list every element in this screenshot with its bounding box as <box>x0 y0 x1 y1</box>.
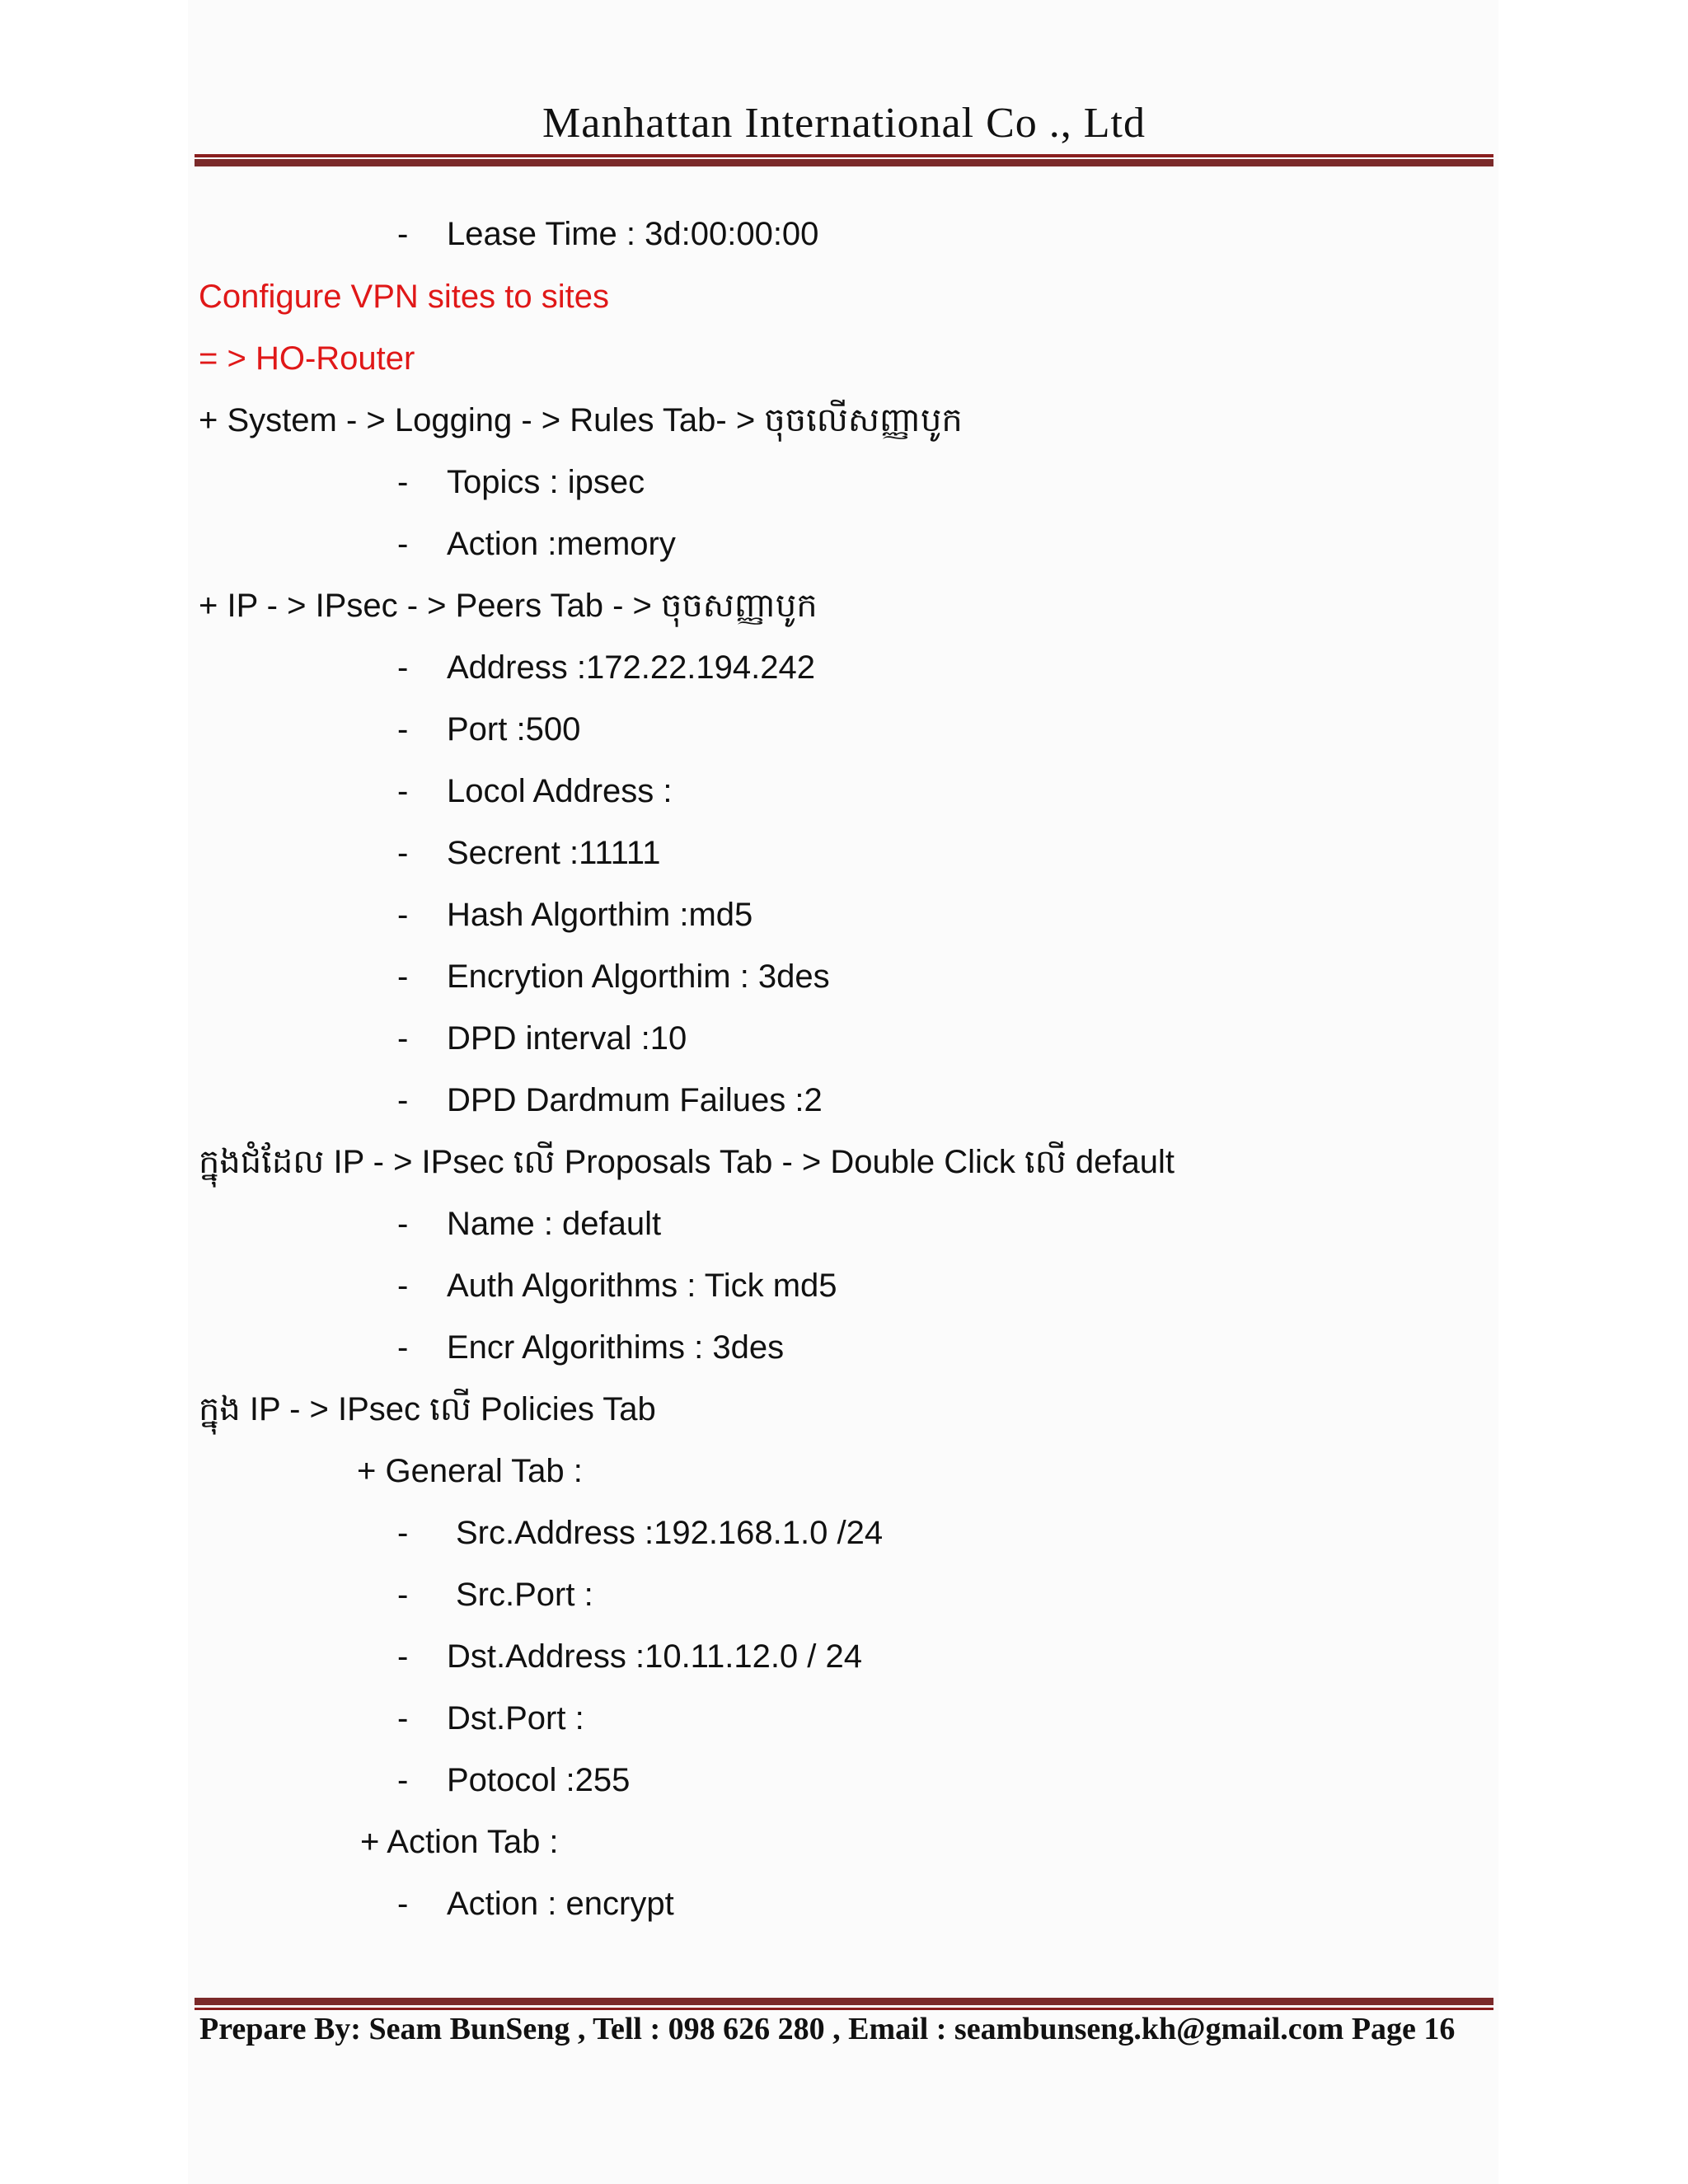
list-item: Action :memory <box>447 526 676 562</box>
peers-path: + IP - > IPsec - > Peers Tab - > ចុចសញ្ញាបូក <box>199 588 818 624</box>
page-footer: Prepare By: Seam BunSeng , Tell : 098 626 280 , Email : seambunseng.kh@gmail.com Page 16 <box>199 2012 1456 2046</box>
bullet-dash: - <box>397 649 409 686</box>
list-item: Potocol :255 <box>447 1762 631 1798</box>
header-rule-thick <box>195 159 1493 166</box>
bullet-dash: - <box>397 1515 409 1551</box>
bullet-dash: - <box>397 1886 409 1922</box>
list-item: DPD interval :10 <box>447 1020 687 1057</box>
bullet-dash: - <box>397 526 409 562</box>
list-item: Encrytion Algorthim : 3des <box>447 958 830 995</box>
bullet-dash: - <box>397 897 409 933</box>
footer-rule-thin <box>195 2008 1493 2010</box>
list-item: Src.Address :192.168.1.0 /24 <box>456 1515 884 1551</box>
bullet-dash: - <box>397 773 409 809</box>
general-tab-heading: + General Tab : <box>357 1453 583 1489</box>
bullet-dash: - <box>397 1206 409 1242</box>
list-item: Secrent :11111 <box>447 835 661 871</box>
footer-rule-thick <box>195 1998 1493 2005</box>
bullet-dash: - <box>397 1268 409 1304</box>
policies-path: ក្នុង IP - > IPsec លើ Policies Tab <box>199 1391 656 1427</box>
list-item: Auth Algorithms : Tick md5 <box>447 1268 837 1304</box>
list-item: Hash Algorthim :md5 <box>447 897 753 933</box>
list-item: Dst.Address :10.11.12.0 / 24 <box>447 1638 863 1675</box>
bullet-dash: - <box>397 1700 409 1736</box>
list-item: Topics : ipsec <box>447 464 645 500</box>
bullet-dash: - <box>397 958 409 995</box>
bullet-dash: - <box>397 835 409 871</box>
page-header-title: Manhattan International Co ., Ltd <box>542 100 1146 147</box>
lease-time-item: Lease Time : 3d:00:00:00 <box>447 216 819 252</box>
router-title: = > HO-Router <box>199 340 415 377</box>
list-item: DPD Dardmum Failues :2 <box>447 1082 823 1118</box>
bullet-dash: - <box>397 1577 409 1613</box>
bullet-dash: - <box>397 1762 409 1798</box>
bullet-dash: - <box>397 1020 409 1057</box>
list-item: Locol Address : <box>447 773 673 809</box>
section-title: Configure VPN sites to sites <box>199 279 609 315</box>
bullet-dash: - <box>397 711 409 748</box>
bullet-dash: - <box>397 1638 409 1675</box>
action-tab-heading: + Action Tab : <box>360 1824 559 1860</box>
list-item: Port :500 <box>447 711 581 748</box>
bullet-dash: - <box>397 216 409 252</box>
list-item: Name : default <box>447 1206 662 1242</box>
bullet-dash: - <box>397 1082 409 1118</box>
list-item: Encr Algorithims : 3des <box>447 1329 785 1366</box>
list-item: Src.Port : <box>456 1577 593 1613</box>
list-item: Address :172.22.194.242 <box>447 649 816 686</box>
logging-path: + System - > Logging - > Rules Tab- > ចុចលើសញ្ញាបូក <box>199 402 963 438</box>
header-rule-thin <box>195 154 1493 157</box>
list-item: Action : encrypt <box>447 1886 674 1922</box>
bullet-dash: - <box>397 1329 409 1366</box>
bullet-dash: - <box>397 464 409 500</box>
list-item: Dst.Port : <box>447 1700 584 1736</box>
proposals-path: ក្នុងជំដែល IP - > IPsec លើ Proposals Tab - > Double Click លើ default <box>199 1144 1175 1180</box>
